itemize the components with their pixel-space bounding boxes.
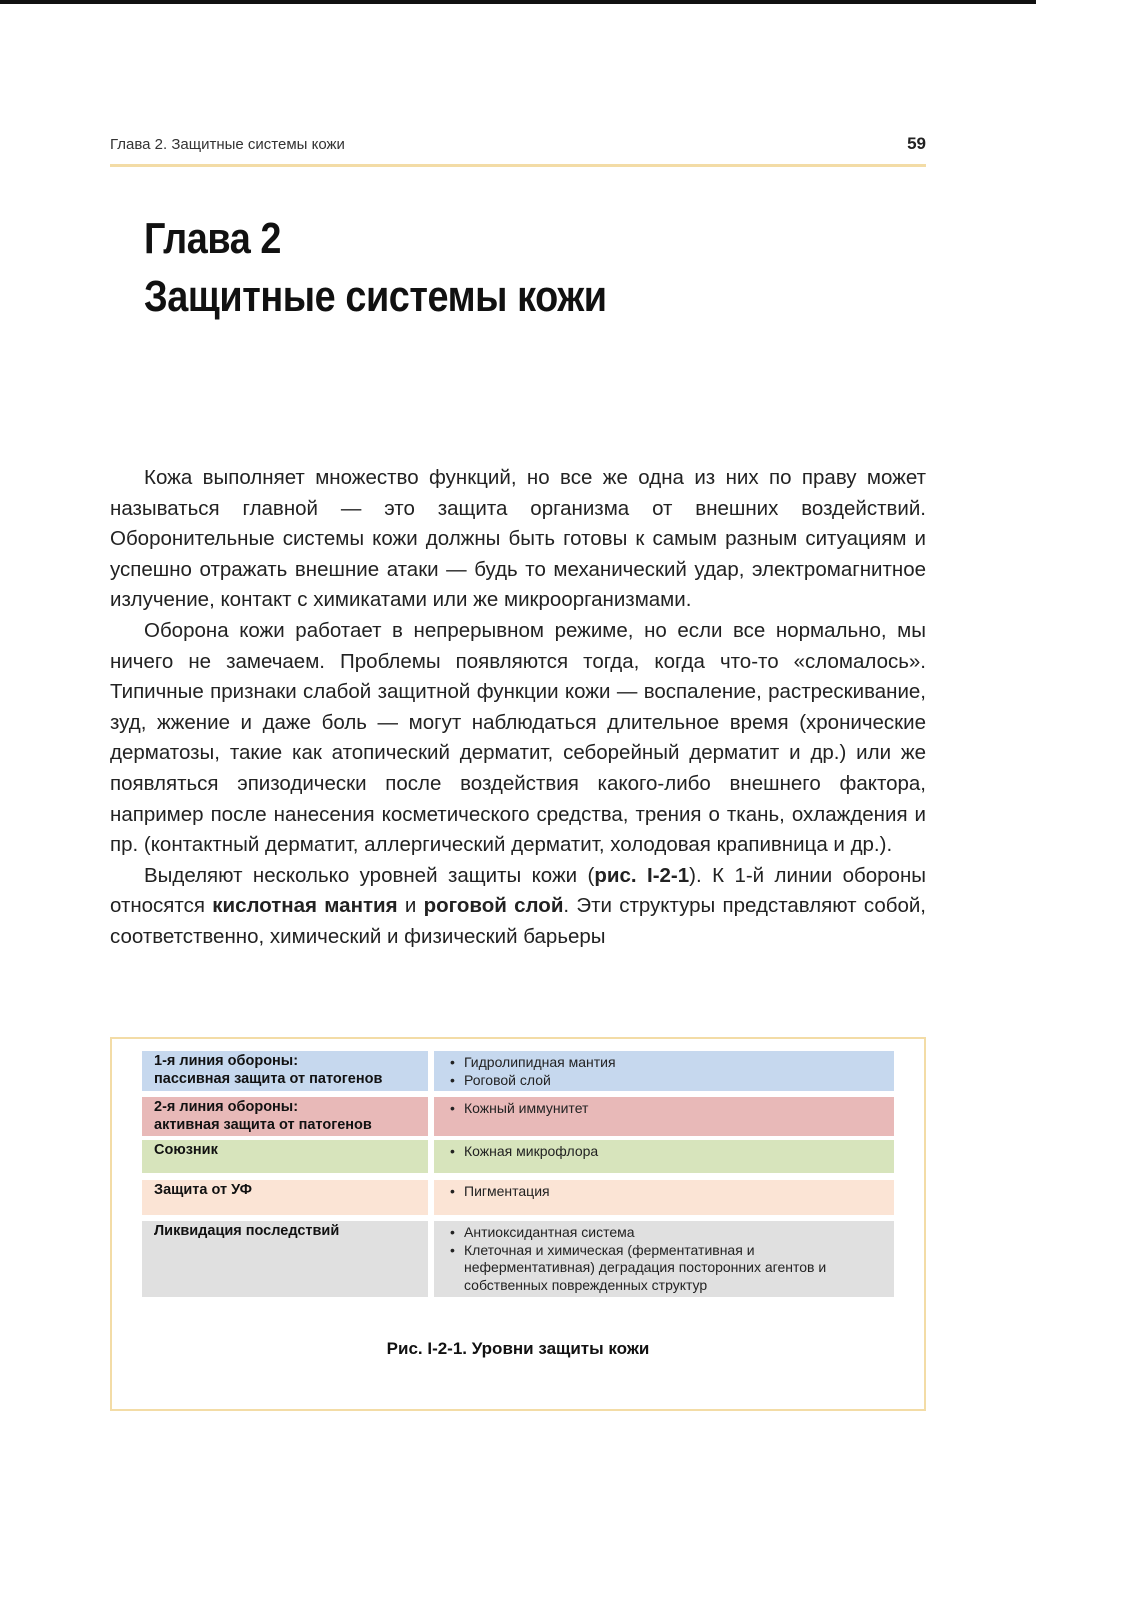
bullet-item: • Пигментация xyxy=(448,1183,880,1201)
figure-row xyxy=(142,1221,894,1297)
bold-term: кислотная мантия xyxy=(212,894,398,918)
row-label-line: Ликвидация последствий xyxy=(154,1223,340,1239)
row-label-line: активная защита от патогенов xyxy=(154,1117,372,1133)
row-label-line: пассивная защита от патогенов xyxy=(154,1071,383,1087)
row-label-line: Защита от УФ xyxy=(154,1182,252,1198)
figure-row xyxy=(142,1097,894,1136)
row-items xyxy=(434,1051,894,1091)
figure-caption: Рис. I-2-1. Уровни защиты кожи xyxy=(386,1339,650,1358)
text-run: Оборона кожи работает в непрерывном режиме, но если все нормально, мы ничего не замечаем. Проблемы появляются тогда, когда что-то «сломалось». Типичные признаки слабой защитной функции кожи — воспаление, растрескивание, зуд, жжение и даже боль — могут наблюдаться длительное время (хронические дерматозы, такие как атопический дерматит, себорейный дерматит и др.) или же появляться эпизодически после воздействия какого-либо внешнего фактора, например после нанесения косметического средства, трения о ткань, охлаждения и пр. (контактный дерматит, аллергический дерматит, холодовая крапивница и др.). xyxy=(110,618,926,857)
row-label xyxy=(142,1221,428,1297)
row-items xyxy=(434,1180,894,1215)
figure-row xyxy=(142,1051,894,1091)
bullet-item: • Гидролипидная мантия xyxy=(448,1054,880,1072)
row-items xyxy=(434,1140,894,1173)
page-number: 59 xyxy=(907,134,926,153)
top-rule xyxy=(0,0,1036,4)
paragraph xyxy=(110,463,926,616)
row-label xyxy=(142,1180,428,1215)
text-run: Кожа выполняет множество функций, но все же одна из них по праву может называться главной — это защита организма от внешних воздействий. Оборонительные системы кожи должны быть готовы к самым разным ситуациям и успешно отражать внешние атаки — будь то механический удар, электромагнитное излучение, контакт с химикатами или же микроорганизмами. xyxy=(110,466,926,612)
figure-row xyxy=(142,1180,894,1215)
row-label xyxy=(142,1051,428,1091)
chapter-number: Глава 2 xyxy=(144,214,282,263)
running-header-chapter: Глава 2. Защитные системы кожи xyxy=(110,136,345,153)
bold-term: роговой слой xyxy=(423,894,564,918)
row-label-line: 2-я линия обороны: xyxy=(154,1099,299,1115)
row-label xyxy=(142,1097,428,1136)
text-run: Выделяют несколько уровней защиты кожи ( xyxy=(144,863,595,887)
bullet-item: • Кожный иммунитет xyxy=(448,1100,880,1118)
bold-term: рис. I-2-1 xyxy=(594,863,690,887)
row-label xyxy=(142,1140,428,1173)
figure xyxy=(110,1037,926,1411)
row-items xyxy=(434,1221,894,1297)
row-items xyxy=(434,1097,894,1136)
figure-row xyxy=(142,1140,894,1173)
bullet-item: • Клеточная и химическая (ферментативная и неферментативная) деградация посторонних агентов и собственных поврежденных структур xyxy=(448,1242,880,1295)
chapter-title: Защитные системы кожи xyxy=(144,272,607,321)
text-run: и xyxy=(397,894,424,918)
paragraph xyxy=(110,861,926,953)
text-run: ). К 1-й линии обороны относятся xyxy=(110,863,926,918)
bullet-item: • Роговой слой xyxy=(448,1072,880,1090)
bullet-item: • Антиоксидантная система xyxy=(448,1224,880,1242)
chapter-heading xyxy=(144,210,682,326)
row-label-line: Союзник xyxy=(154,1142,218,1158)
text-run: . Эти структуры представляют собой, соответственно, химический и физический барьеры xyxy=(110,894,927,948)
running-header xyxy=(110,136,926,158)
paragraph xyxy=(110,616,926,861)
bullet-item: • Кожная микрофлора xyxy=(448,1143,880,1161)
row-label-line: 1-я линия обороны: xyxy=(154,1053,299,1069)
body-text xyxy=(110,463,926,953)
header-rule xyxy=(110,164,926,167)
